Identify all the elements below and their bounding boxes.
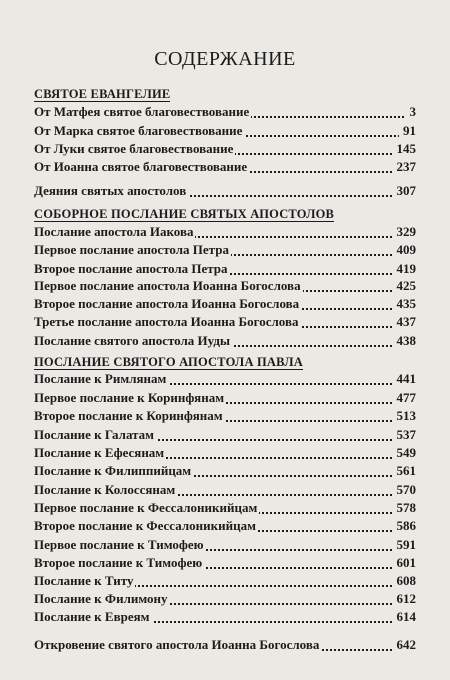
toc-entry[interactable] (34, 370, 416, 388)
entry-title: Послание к Титу (34, 573, 134, 588)
entry-title: Послание к Филиппийцам (34, 463, 192, 478)
entry-page-number: 642 (393, 636, 417, 654)
toc-entry[interactable] (34, 499, 416, 517)
entry-page-number: 513 (393, 407, 417, 425)
toc-entry[interactable] (34, 407, 416, 425)
entry-page-number: 91 (399, 122, 416, 140)
entry-page-number: 477 (393, 389, 417, 407)
entry-page-number: 561 (393, 462, 417, 480)
entry-title: Послание святого апостола Иуды (34, 333, 231, 348)
entry-page-number: 438 (393, 332, 417, 350)
toc-entry[interactable] (34, 536, 416, 554)
toc-entry[interactable] (34, 572, 416, 590)
section-heading-pauline-epistles: ПОСЛАНИЕ СВЯТОГО АПОСТОЛА ПАВЛА (34, 355, 303, 369)
toc-entry[interactable] (34, 182, 416, 200)
entry-page-number: 145 (393, 140, 417, 158)
entry-title: Послание к Евреям (34, 609, 150, 624)
entry-title: Второе послание апостола Петра (34, 261, 228, 276)
entry-page-number: 419 (393, 260, 417, 278)
entry-title: Второе послание апостола Иоанна Богослова (34, 296, 300, 311)
entry-title: Послание к Ефесянам (34, 445, 165, 460)
entry-page-number: 612 (393, 590, 417, 608)
entry-page-number: 435 (393, 295, 417, 313)
entry-title: От Луки святое благовествование (34, 141, 234, 156)
toc-entry[interactable] (34, 260, 416, 278)
toc-entry[interactable] (34, 554, 416, 572)
section-heading-gospels: СВЯТОЕ ЕВАНГЕЛИЕ (34, 87, 171, 101)
entry-title: От Матфея святое благовествование (34, 104, 250, 119)
toc-entry[interactable] (34, 389, 416, 407)
page-title: СОДЕРЖАНИЕ (154, 48, 296, 70)
entry-title: Послание к Римлянам (34, 371, 167, 386)
toc-entry[interactable] (34, 103, 416, 121)
toc-entry[interactable] (34, 158, 416, 176)
toc-entry[interactable] (34, 517, 416, 535)
entry-title: Второе послание к Коринфянам (34, 408, 223, 423)
entry-page-number: 437 (393, 313, 417, 331)
entry-page-number: 614 (393, 608, 417, 626)
entry-page-number: 537 (393, 426, 417, 444)
toc-entry[interactable] (34, 223, 416, 241)
toc-entry[interactable] (34, 462, 416, 480)
entry-title: От Марка святое благовествование (34, 123, 243, 138)
toc-entry[interactable] (34, 426, 416, 444)
toc-entry[interactable] (34, 608, 416, 626)
entry-title: Послание к Колоссянам (34, 482, 176, 497)
entry-page-number: 601 (393, 554, 417, 572)
entry-page-number: 441 (393, 370, 417, 388)
toc-entry[interactable] (34, 313, 416, 331)
entry-title: Первое послание апостола Петра (34, 242, 229, 257)
entry-title: Послание к Филимону (34, 591, 168, 606)
toc-entry[interactable] (34, 140, 416, 158)
entry-page-number: 307 (393, 182, 417, 200)
entry-title: Послание апостола Иакова (34, 224, 194, 239)
entry-title: Первое послание апостола Иоанна Богослова (34, 278, 301, 293)
toc-entry[interactable] (34, 332, 416, 350)
entry-title: От Иоанна святое благовествование (34, 159, 248, 174)
section-heading-catholic-epistles: СОБОРНОЕ ПОСЛАНИЕ СВЯТЫХ АПОСТОЛОВ (34, 207, 335, 221)
entry-page-number: 608 (393, 572, 417, 590)
toc-entry[interactable] (34, 122, 416, 140)
toc-entry[interactable] (34, 277, 416, 295)
entry-title: Деяния святых апостолов (34, 183, 187, 198)
entry-page-number: 591 (393, 536, 417, 554)
toc-entry[interactable] (34, 481, 416, 499)
entry-title: Второе послание к Фессалоникийцам (34, 518, 256, 533)
entry-title: Откровение святого апостола Иоанна Богослова (34, 637, 320, 652)
entry-page-number: 237 (393, 158, 417, 176)
entry-title: Первое послание к Фессалоникийцам (34, 500, 258, 515)
entry-page-number: 3 (406, 103, 417, 121)
entry-title: Первое послание к Коринфянам (34, 390, 225, 405)
entry-title: Второе послание к Тимофею (34, 555, 203, 570)
entry-page-number: 329 (393, 223, 417, 241)
entry-page-number: 578 (393, 499, 417, 517)
entry-page-number: 549 (393, 444, 417, 462)
entry-page-number: 570 (393, 481, 417, 499)
toc-entry[interactable] (34, 444, 416, 462)
entry-page-number: 586 (393, 517, 417, 535)
entry-page-number: 425 (393, 277, 417, 295)
entry-title: Третье послание апостола Иоанна Богослова (34, 314, 299, 329)
toc-entry[interactable] (34, 295, 416, 313)
entry-title: Первое послание к Тимофею (34, 537, 204, 552)
toc-entry[interactable] (34, 241, 416, 259)
toc-entry[interactable] (34, 636, 416, 654)
toc-entry[interactable] (34, 590, 416, 608)
entry-title: Послание к Галатам (34, 427, 155, 442)
entry-page-number: 409 (393, 241, 417, 259)
